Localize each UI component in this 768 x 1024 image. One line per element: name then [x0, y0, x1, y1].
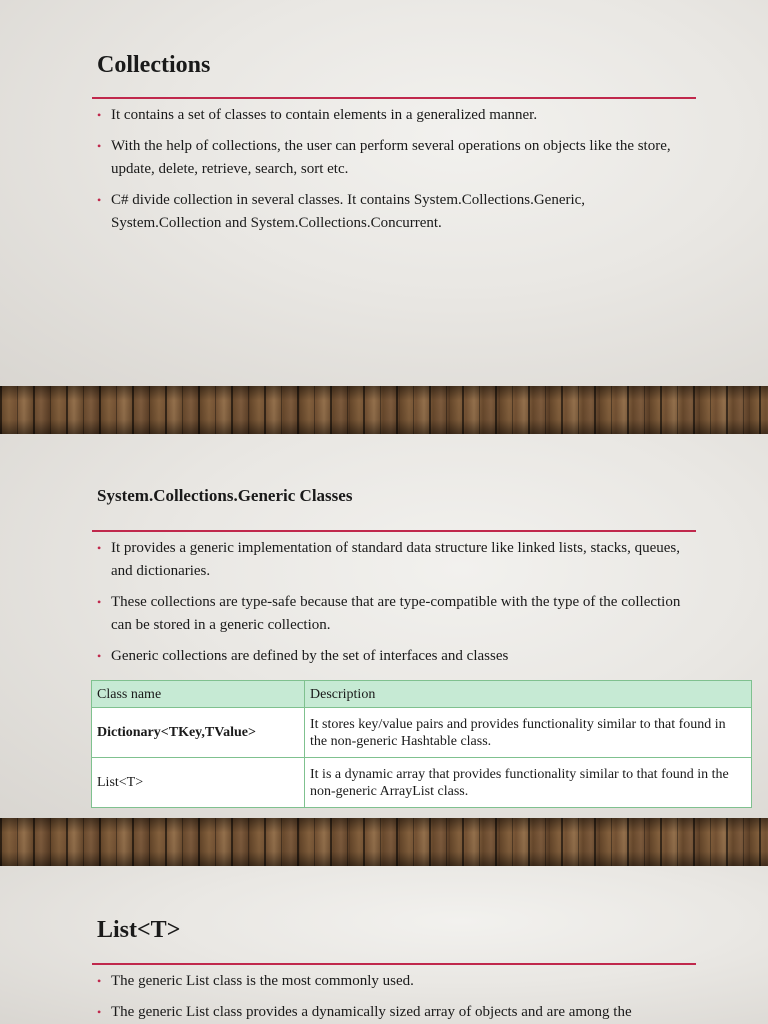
bullet-text: With the help of collections, the user can perform several operations on objects like the store, update, delete, retrieve, search, sort etc.	[111, 138, 671, 177]
bullet-text: It provides a generic implementation of standard data structure like linked lists, stacks, queues, and dictionaries.	[111, 540, 681, 579]
bullet-text: It contains a set of classes to contain elements in a generalized manner.	[111, 107, 538, 123]
bullet-item	[97, 591, 687, 637]
bullet-text: These collections are type-safe because that are type-compatible with the type of the collection can be stored in a generic collection.	[111, 594, 681, 633]
generic-classes-table	[91, 680, 752, 808]
bullet-icon: •	[97, 193, 102, 207]
bullet-icon: •	[97, 541, 102, 555]
table-row	[92, 758, 752, 808]
bullet-icon: •	[97, 1005, 102, 1019]
column-header-class-name: Class name	[92, 681, 305, 708]
bullet-item	[97, 1001, 687, 1024]
slide-title: List<T>	[97, 917, 181, 943]
bullet-item	[97, 135, 687, 181]
bullet-list	[97, 970, 687, 1024]
bullet-list	[97, 537, 687, 676]
bullet-icon: •	[97, 649, 102, 663]
bullet-icon: •	[97, 974, 102, 988]
bullet-item	[97, 104, 687, 127]
table-header-row	[92, 681, 752, 708]
slide-list-t	[0, 866, 768, 1024]
description-cell: It stores key/value pairs and provides functionality similar to that found in the non-generic Hashtable class.	[305, 708, 752, 758]
class-name-cell: List<T>	[92, 758, 305, 808]
title-divider	[92, 97, 696, 99]
title-divider	[92, 963, 696, 965]
table-row	[92, 708, 752, 758]
slide-title: System.Collections.Generic Classes	[97, 486, 353, 505]
bullet-item	[97, 645, 687, 668]
bullet-item	[97, 189, 687, 235]
bullet-icon: •	[97, 108, 102, 122]
bullet-item	[97, 537, 687, 583]
column-header-description: Description	[305, 681, 752, 708]
bullet-icon: •	[97, 595, 102, 609]
wood-floor-divider	[0, 386, 768, 434]
class-name-cell: Dictionary<TKey,TValue>	[92, 708, 305, 758]
description-cell: It is a dynamic array that provides functionality similar to that found in the non-generic ArrayList class.	[305, 758, 752, 808]
bullet-text: Generic collections are defined by the set of interfaces and classes	[111, 648, 509, 664]
title-divider	[92, 530, 696, 532]
bullet-text: The generic List class is the most commonly used.	[111, 973, 414, 989]
bullet-text: C# divide collection in several classes. It contains System.Collections.Generic, System.Collection and System.Collections.Concurrent.	[111, 192, 586, 231]
bullet-list	[97, 104, 687, 243]
bullet-icon: •	[97, 139, 102, 153]
bullet-text: The generic List class provides a dynamically sized array of objects and are among the	[111, 1004, 632, 1020]
wood-floor-divider	[0, 818, 768, 866]
bullet-item	[97, 970, 687, 993]
slide-collections	[0, 0, 768, 386]
slide-title: Collections	[97, 52, 211, 78]
